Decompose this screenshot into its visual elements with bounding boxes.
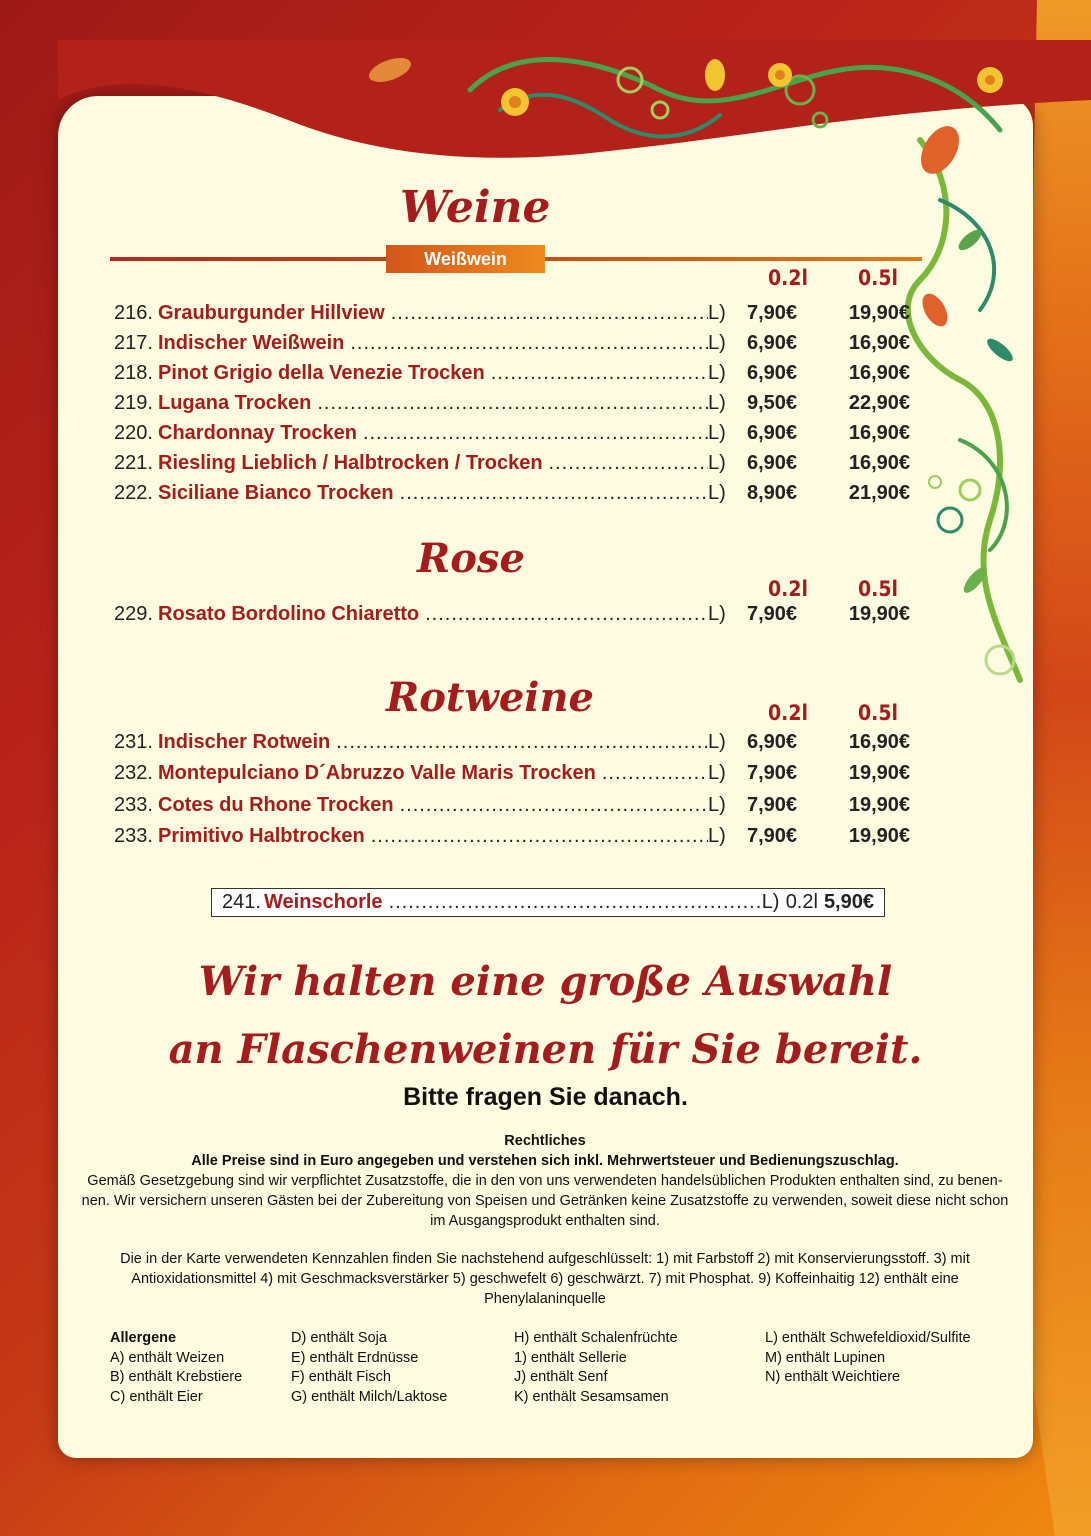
allergen-item: B) enthält Krebstiere xyxy=(110,1369,243,1385)
price-large: 16,90€ xyxy=(848,452,910,474)
wine-name: Indischer Rotwein xyxy=(158,731,331,753)
col-header-large: 0.5l xyxy=(858,701,898,725)
wine-row: 216. Grauburgunder Hillview ..... L) 7,90€ 19,90€ xyxy=(114,302,914,330)
col-header-small: 0.2l xyxy=(768,266,808,290)
promo-line-2: an Flaschenweinen für Sie bereit. xyxy=(168,1026,923,1073)
wine-name: Montepulciano D´Abruzzo Valle Maris Trocken xyxy=(158,762,596,784)
allergen-item: N) enthält Weichtiere xyxy=(765,1369,901,1385)
price-small: 7,90€ xyxy=(746,762,798,784)
wine-row: 229. Rosato Bordolino Chiaretto ..... L) 7,90€ 19,90€ xyxy=(114,603,914,631)
wine-row: 233. Cotes du Rhone Trocken ..... L) 7,90€ 19,90€ xyxy=(114,794,914,822)
price-small: 6,90€ xyxy=(746,422,798,444)
legal-prices: Alle Preise sind in Euro angegeben und verstehen sich inkl. Mehrwertsteuer und Bedienungszuschlag. xyxy=(191,1153,899,1169)
allergen-column-1 xyxy=(110,1329,242,1407)
wine-row: 219. Lugana Trocken ..... L) 9,50€ 22,90€ xyxy=(114,392,914,420)
wine-name: Cotes du Rhone Trocken xyxy=(158,794,394,816)
price-large: 19,90€ xyxy=(848,302,910,324)
price-small: 6,90€ xyxy=(746,332,798,354)
price-small: 9,50€ xyxy=(746,392,798,414)
allergen-heading: Allergene xyxy=(110,1330,177,1346)
col-header-small: 0.2l xyxy=(768,701,808,725)
price-small: 7,90€ xyxy=(746,603,798,625)
price-large: 16,90€ xyxy=(848,362,910,384)
price-large: 19,90€ xyxy=(848,762,910,784)
price-large: 22,90€ xyxy=(848,392,910,414)
price-large: 19,90€ xyxy=(848,825,910,847)
page-title: Weine xyxy=(400,182,551,233)
price-small: 7,90€ xyxy=(746,302,798,324)
allergen-item: F) enthält Fisch xyxy=(291,1369,391,1385)
weinschorle-box: 241. Weinschorle ..... L) 0.2l 5,90€ xyxy=(211,888,885,917)
allergen-item: D) enthält Soja xyxy=(291,1330,387,1346)
legal-heading: Rechtliches xyxy=(504,1133,586,1149)
section-badge-weisswein: Weißwein xyxy=(386,245,545,273)
size-label: 0.2l xyxy=(785,891,818,913)
legal-additives: Gemäß Gesetzgebung sind wir verpflichtet Zusatzstoffe, die in den von uns verwendeten handelsüblichen Produkten enthalten sind, zu benen-nen. Wir versichern unseren Gästen bei der Zubereitung von Speisen und Getränken keine Zusatzstoffe zu verwenden, soweit diese nicht schon im Ausgangsprodukt enthalten sind. xyxy=(81,1173,1009,1229)
wine-row: 218. Pinot Grigio della Venezie Trocken ..... L) 6,90€ 16,90€ xyxy=(114,362,914,390)
allergen-item: G) enthält Milch/Laktose xyxy=(291,1388,448,1405)
wine-name: Rosato Bordolino Chiaretto xyxy=(158,603,420,625)
wine-row: 222. Siciliane Bianco Trocken ..... L) 8,90€ 21,90€ xyxy=(114,482,914,510)
allergen-item: L) enthält Schwefeldioxid/Sulfite xyxy=(765,1330,971,1346)
price-large: 19,90€ xyxy=(848,603,910,625)
wine-row: 220. Chardonnay Trocken ..... L) 6,90€ 16,90€ xyxy=(114,422,914,450)
wine-name: Grauburgunder Hillview xyxy=(158,302,385,324)
allergen-column-4 xyxy=(765,1329,971,1388)
wine-row: 217. Indischer Weißwein ..... L) 6,90€ 16,90€ xyxy=(114,332,914,360)
allergen-column-3 xyxy=(514,1329,678,1407)
wine-name: Riesling Lieblich / Halbtrocken / Trocken xyxy=(158,452,543,474)
allergen-column-2 xyxy=(291,1329,447,1407)
section-title-rose: Rose xyxy=(417,535,525,582)
price-large: 16,90€ xyxy=(848,332,910,354)
wine-name: Pinot Grigio della Venezie Trocken xyxy=(158,362,485,384)
wine-row: 233. Primitivo Halbtrocken ..... L) 7,90€ 19,90€ xyxy=(114,825,914,853)
price-small: 6,90€ xyxy=(746,362,798,384)
price-large: 21,90€ xyxy=(848,482,910,504)
wine-name: Chardonnay Trocken xyxy=(158,422,357,444)
allergen-item: C) enthält Eier xyxy=(110,1388,203,1405)
price-small: 6,90€ xyxy=(746,452,798,474)
price-small: 8,90€ xyxy=(746,482,798,504)
wine-name: Siciliane Bianco Trocken xyxy=(158,482,394,504)
allergen-item: A) enthält Weizen xyxy=(110,1349,225,1366)
wine-name: Weinschorle xyxy=(264,891,383,913)
allergen-item: E) enthält Erdnüsse xyxy=(291,1349,419,1366)
col-header-large: 0.5l xyxy=(858,266,898,290)
promo-line-1: Wir halten eine große Auswahl xyxy=(198,958,893,1005)
allergen-item: 1) enthält Sellerie xyxy=(514,1349,627,1366)
price-small: 7,90€ xyxy=(746,794,798,816)
col-header-large: 0.5l xyxy=(858,577,898,601)
price-small: 6,90€ xyxy=(746,731,798,753)
allergen-item: K) enthält Sesamsamen xyxy=(514,1388,669,1405)
section-title-rotweine: Rotweine xyxy=(386,674,595,721)
legal-codes: Die in der Karte verwendeten Kennzahlen finden Sie nachstehend aufgeschlüsselt: 1) mit Farbstoff 2) mit Konservierungsstoff. 3) mit Antioxidationsmittel 4) mit Geschmacksverstärker 5) geschwefelt 6) geschwärzt. 7) mit Phosphat. 9) Koffeinhaitig 12) enthält eine Phenylalaninquelle xyxy=(120,1251,970,1307)
price-large: 16,90€ xyxy=(848,731,910,753)
allergen-item: M) enthält Lupinen xyxy=(765,1349,886,1366)
price: 5,90€ xyxy=(823,891,874,913)
price-large: 16,90€ xyxy=(848,422,910,444)
col-header-small: 0.2l xyxy=(768,577,808,601)
wine-name: Lugana Trocken xyxy=(158,392,312,414)
allergen-item: H) enthält Schalenfrüchte xyxy=(514,1330,678,1346)
wine-row: 221. Riesling Lieblich / Halbtrocken / Trocken ..... L) 6,90€ 16,90€ xyxy=(114,452,914,480)
wine-row: 232. Montepulciano D´Abruzzo Valle Maris Trocken ..... L) 7,90€ 19,90€ xyxy=(114,762,914,790)
allergen-item: J) enthält Senf xyxy=(514,1369,608,1385)
wine-name: Primitivo Halbtrocken xyxy=(158,825,365,847)
wine-row: 231. Indischer Rotwein ..... L) 6,90€ 16,90€ xyxy=(114,731,914,759)
promo-ask: Bitte fragen Sie danach. xyxy=(403,1083,688,1111)
price-small: 7,90€ xyxy=(746,825,798,847)
price-large: 19,90€ xyxy=(848,794,910,816)
wine-name: Indischer Weißwein xyxy=(158,332,345,354)
